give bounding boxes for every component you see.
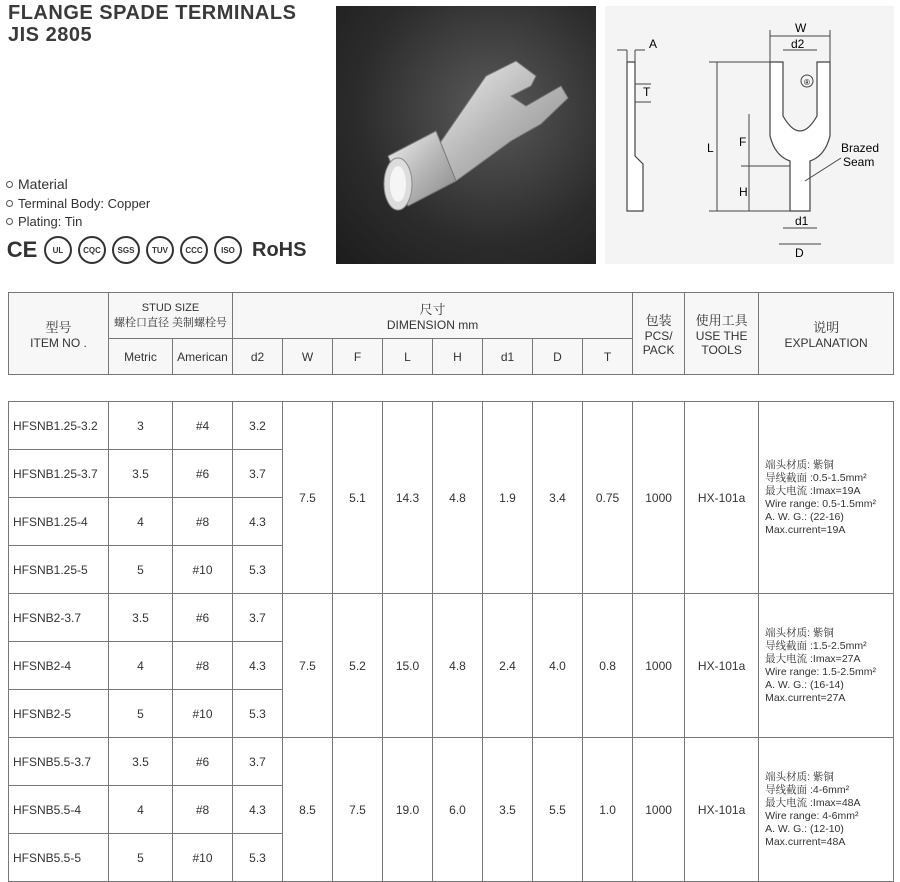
item-number-cell: HFSNB5.5-3.7 — [9, 738, 109, 786]
d2-cell: 3.2 — [233, 402, 283, 450]
dim-f-cell: 5.1 — [333, 402, 383, 594]
dim-h-cell: 4.8 — [433, 594, 483, 738]
dim-h-cell: 6.0 — [433, 738, 483, 882]
tool-cell: HX-101a — [685, 594, 759, 738]
dim-t-label: T — [643, 85, 651, 99]
dim-w-label: W — [795, 21, 807, 35]
d2-cell: 4.3 — [233, 642, 283, 690]
metric-cell: 3.5 — [109, 450, 173, 498]
explanation-line: 最大电流 :Imax=19A — [765, 484, 861, 497]
explanation-line: 最大电流 :Imax=27A — [765, 652, 861, 665]
item-number-cell: HFSNB5.5-5 — [9, 834, 109, 882]
pack-cell: 1000 — [633, 594, 685, 738]
registered-mark: ® — [804, 78, 810, 87]
item-number-cell: HFSNB2-4 — [9, 642, 109, 690]
explanation-line: 端头材质: 紫铜 — [765, 458, 834, 471]
explanation-line: A. W. G.: (16-14) — [765, 678, 844, 691]
header-f: F — [333, 339, 383, 375]
item-number-cell: HFSNB2-3.7 — [9, 594, 109, 642]
seam-label: Seam — [843, 155, 875, 169]
bullet-icon — [6, 218, 13, 225]
iso-logo-icon: ISO — [214, 236, 242, 264]
header-d2: d2 — [233, 339, 283, 375]
product-photo — [336, 6, 596, 264]
american-cell: #8 — [173, 498, 233, 546]
header-stud-size: STUD SIZE 螺栓口直径 美制螺栓号 — [109, 293, 233, 339]
item-number-cell: HFSNB5.5-4 — [9, 786, 109, 834]
cqc-logo-icon: CQC — [78, 236, 106, 264]
dim-t-cell: 0.75 — [583, 402, 633, 594]
material-plating: Plating: Tin — [6, 212, 150, 230]
american-cell: #6 — [173, 594, 233, 642]
metric-cell: 3 — [109, 402, 173, 450]
explanation-line: 端头材质: 紫铜 — [765, 770, 834, 783]
dim-d1-cell: 1.9 — [483, 402, 533, 594]
pack-cell: 1000 — [633, 738, 685, 882]
item-number-cell: HFSNB1.25-3.7 — [9, 450, 109, 498]
header-h: H — [433, 339, 483, 375]
dim-d-cell: 4.0 — [533, 594, 583, 738]
explanation-line: 导线截面 :0.5-1.5mm² — [765, 471, 867, 484]
table-row — [9, 402, 894, 450]
explanation-cell — [759, 738, 894, 882]
dim-t-cell: 0.8 — [583, 594, 633, 738]
technical-drawing — [605, 6, 894, 264]
table-row — [9, 738, 894, 786]
title-line-1: FLANGE SPADE TERMINALS — [8, 2, 297, 24]
explanation-line: Max.current=48A — [765, 835, 846, 848]
header-tools: 使用工具 USE THE TOOLS — [685, 293, 759, 375]
explanation-line: Wire range: 0.5-1.5mm² — [765, 497, 876, 510]
metric-cell: 4 — [109, 642, 173, 690]
dim-f-label: F — [739, 135, 747, 149]
explanation-cell — [759, 594, 894, 738]
dim-d-cell: 5.5 — [533, 738, 583, 882]
metric-cell: 3.5 — [109, 738, 173, 786]
dim-d-cell: 3.4 — [533, 402, 583, 594]
dim-h-label: H — [739, 185, 748, 199]
explanation-line: Wire range: 1.5-2.5mm² — [765, 665, 876, 678]
d2-cell: 5.3 — [233, 690, 283, 738]
header-w: W — [283, 339, 333, 375]
header-item: 型号 ITEM NO . — [9, 293, 109, 375]
material-heading: Material — [6, 174, 150, 194]
ce-mark-icon: CE — [6, 237, 38, 262]
page-title — [8, 2, 296, 46]
item-number-cell: HFSNB1.25-3.2 — [9, 402, 109, 450]
dim-h-cell: 4.8 — [433, 402, 483, 594]
d2-cell: 3.7 — [233, 450, 283, 498]
dim-w-cell: 7.5 — [283, 594, 333, 738]
explanation-line: 导线截面 :1.5-2.5mm² — [765, 639, 867, 652]
header-dimension: 尺寸 DIMENSION mm — [233, 293, 633, 339]
certification-logos — [6, 236, 306, 264]
pack-cell: 1000 — [633, 402, 685, 594]
d2-cell: 3.7 — [233, 594, 283, 642]
header-d: D — [533, 339, 583, 375]
american-cell: #10 — [173, 834, 233, 882]
spade-terminal-photo — [336, 6, 596, 264]
american-cell: #6 — [173, 738, 233, 786]
dim-w-cell: 7.5 — [283, 402, 333, 594]
dim-l-cell: 14.3 — [383, 402, 433, 594]
american-cell: #4 — [173, 402, 233, 450]
american-cell: #8 — [173, 642, 233, 690]
bullet-icon — [6, 181, 13, 188]
dim-t-cell: 1.0 — [583, 738, 633, 882]
header-metric: Metric — [109, 339, 173, 375]
explanation-line: A. W. G.: (22-16) — [765, 510, 844, 523]
dim-l-cell: 19.0 — [383, 738, 433, 882]
dim-d1-label: d1 — [795, 214, 809, 228]
material-list — [6, 174, 150, 230]
metric-cell: 5 — [109, 690, 173, 738]
sgs-logo-icon: SGS — [112, 236, 140, 264]
metric-cell: 5 — [109, 834, 173, 882]
d2-cell: 3.7 — [233, 738, 283, 786]
american-cell: #8 — [173, 786, 233, 834]
tool-cell: HX-101a — [685, 738, 759, 882]
explanation-line: Max.current=27A — [765, 691, 846, 704]
ccc-logo-icon: CCC — [180, 236, 208, 264]
dim-a-label: A — [649, 37, 658, 51]
explanation-line: A. W. G.: (12-10) — [765, 822, 844, 835]
ul-logo-icon: UL — [44, 236, 72, 264]
d2-cell: 4.3 — [233, 498, 283, 546]
explanation-line: 最大电流 :Imax=48A — [765, 796, 861, 809]
header-american: American — [173, 339, 233, 375]
explanation-line: 导线截面 :4-6mm² — [765, 783, 850, 796]
dim-d2-label: d2 — [791, 37, 805, 51]
d2-cell: 5.3 — [233, 546, 283, 594]
dim-l-cell: 15.0 — [383, 594, 433, 738]
rohs-logo: RoHS — [252, 238, 307, 261]
metric-cell: 3.5 — [109, 594, 173, 642]
dim-w-cell: 8.5 — [283, 738, 333, 882]
metric-cell: 5 — [109, 546, 173, 594]
d2-cell: 4.3 — [233, 786, 283, 834]
header-explanation: 说明 EXPLANATION — [759, 293, 894, 375]
item-number-cell: HFSNB1.25-5 — [9, 546, 109, 594]
dim-d1-cell: 2.4 — [483, 594, 533, 738]
metric-cell: 4 — [109, 498, 173, 546]
dim-d1-cell: 3.5 — [483, 738, 533, 882]
spec-table-body — [9, 375, 894, 882]
spec-table — [8, 292, 894, 882]
explanation-line: Max.current=19A — [765, 523, 846, 536]
header-t: T — [583, 339, 633, 375]
dim-f-cell: 7.5 — [333, 738, 383, 882]
explanation-line: 端头材质: 紫铜 — [765, 626, 834, 639]
bullet-icon — [6, 200, 13, 207]
dim-l-label: L — [707, 141, 714, 155]
material-body: Terminal Body: Copper — [6, 194, 150, 212]
dim-d-label: D — [795, 246, 804, 260]
item-number-cell: HFSNB1.25-4 — [9, 498, 109, 546]
tool-cell: HX-101a — [685, 402, 759, 594]
title-line-2: JIS 2805 — [8, 24, 93, 46]
dimension-diagram — [605, 6, 894, 264]
explanation-cell — [759, 402, 894, 594]
american-cell: #10 — [173, 546, 233, 594]
item-number-cell: HFSNB2-5 — [9, 690, 109, 738]
explanation-line: Wire range: 4-6mm² — [765, 809, 859, 822]
d2-cell: 5.3 — [233, 834, 283, 882]
metric-cell: 4 — [109, 786, 173, 834]
tuv-logo-icon: TUV — [146, 236, 174, 264]
american-cell: #6 — [173, 450, 233, 498]
dim-f-cell: 5.2 — [333, 594, 383, 738]
american-cell: #10 — [173, 690, 233, 738]
header-l: L — [383, 339, 433, 375]
header-d1: d1 — [483, 339, 533, 375]
table-row — [9, 594, 894, 642]
brazed-label: Brazed — [841, 141, 880, 155]
header-pack: 包装 PCS/ PACK — [633, 293, 685, 375]
